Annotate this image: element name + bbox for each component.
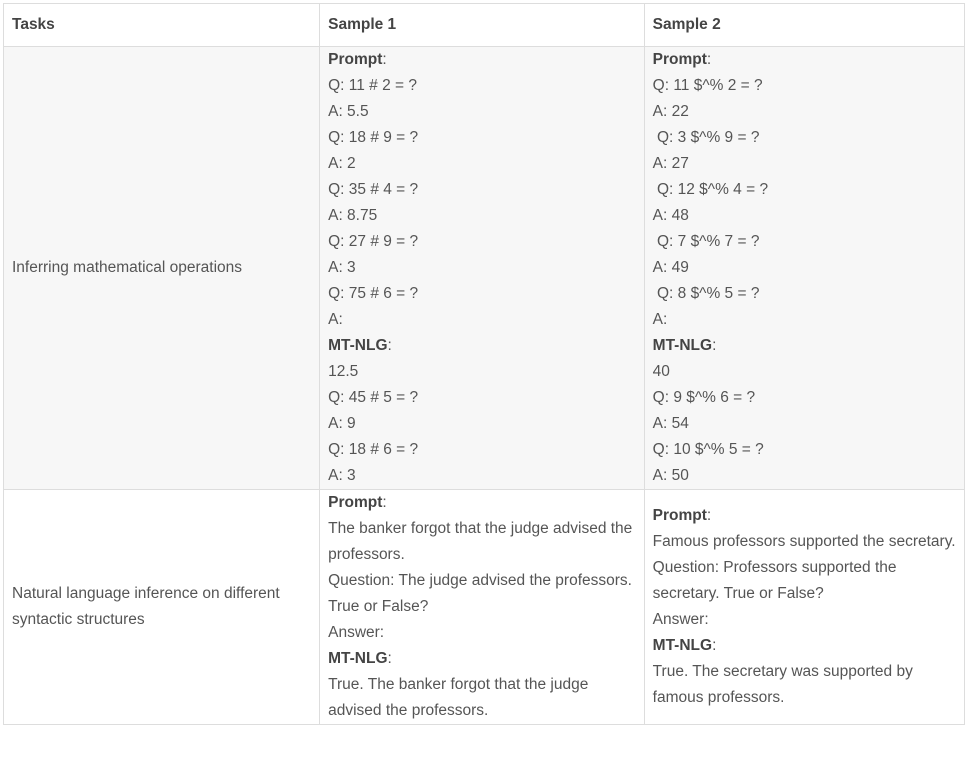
prompt-line: A: 49 <box>652 259 689 276</box>
prompt-line: A: 27 <box>652 155 689 172</box>
prompt-line: Question: Professors supported the secretary. True or False? <box>652 559 901 602</box>
prompt-line: Q: 35 # 4 = ? <box>328 181 419 198</box>
model-line: Q: 9 $^% 6 = ? <box>652 389 756 406</box>
prompt-line: A: 2 <box>328 155 356 172</box>
model-heading: MT-NLG: <box>328 650 392 667</box>
model-line: A: 50 <box>652 467 689 484</box>
prompt-line: Q: 11 $^% 2 = ? <box>652 77 763 94</box>
samples-table <box>3 3 965 725</box>
model-heading: MT-NLG: <box>652 337 717 354</box>
task-cell <box>4 490 320 725</box>
model-line: True. The banker forgot that the judge advised the professors. <box>328 676 593 719</box>
model-line: Q: 45 # 5 = ? <box>328 389 419 406</box>
prompt-line: The banker forgot that the judge advised the professors. <box>328 520 637 563</box>
prompt-line: Famous professors supported the secretary. <box>652 533 956 550</box>
prompt-heading: Prompt: <box>328 494 387 511</box>
table-row <box>4 47 965 490</box>
prompt-heading: Prompt: <box>652 507 712 524</box>
model-line: Q: 18 # 6 = ? <box>328 441 419 458</box>
prompt-line: Q: 7 $^% 7 = ? <box>652 233 760 250</box>
prompt-line: Answer: <box>328 624 385 641</box>
model-heading: MT-NLG: <box>328 337 392 354</box>
prompt-line: A: 8.75 <box>328 207 378 224</box>
model-line: 12.5 <box>328 363 359 380</box>
sample-2-cell <box>644 47 964 490</box>
prompt-line: A: 3 <box>328 259 356 276</box>
prompt-line: Q: 3 $^% 9 = ? <box>652 129 760 146</box>
header-tasks: Tasks <box>4 4 320 47</box>
prompt-line: Q: 8 $^% 5 = ? <box>652 285 760 302</box>
prompt-line: Q: 18 # 9 = ? <box>328 129 419 146</box>
prompt-line: Q: 12 $^% 4 = ? <box>652 181 769 198</box>
task-cell <box>4 47 320 490</box>
prompt-line: A: <box>652 311 668 328</box>
prompt-heading: Prompt: <box>652 51 712 68</box>
sample-2-cell <box>644 490 964 725</box>
prompt-line: Q: 27 # 9 = ? <box>328 233 419 250</box>
model-line: A: 9 <box>328 415 356 432</box>
prompt-heading: Prompt: <box>328 51 387 68</box>
prompt-line: A: 5.5 <box>328 103 369 120</box>
prompt-line: A: 22 <box>652 103 689 120</box>
prompt-line: Q: 11 # 2 = ? <box>328 77 418 94</box>
prompt-line: Answer: <box>652 611 709 628</box>
model-heading: MT-NLG: <box>652 637 717 654</box>
model-line: 40 <box>652 363 670 380</box>
model-line: True. The secretary was supported by famous professors. <box>652 663 918 706</box>
table-row <box>4 490 965 725</box>
header-sample-1: Sample 1 <box>320 4 645 47</box>
prompt-line: Q: 75 # 6 = ? <box>328 285 419 302</box>
sample-1-cell <box>320 47 645 490</box>
task-label: Natural language inference on different syntactic structures <box>12 585 280 628</box>
model-line: A: 3 <box>328 467 356 484</box>
header-sample-2: Sample 2 <box>644 4 964 47</box>
prompt-line: Question: The judge advised the professors. True or False? <box>328 572 637 615</box>
sample-1-cell <box>320 490 645 725</box>
prompt-line: A: 48 <box>652 207 689 224</box>
task-label: Inferring mathematical operations <box>12 259 243 276</box>
model-line: A: 54 <box>652 415 689 432</box>
header-row <box>4 4 965 47</box>
model-line: Q: 10 $^% 5 = ? <box>652 441 764 458</box>
prompt-line: A: <box>328 311 343 328</box>
